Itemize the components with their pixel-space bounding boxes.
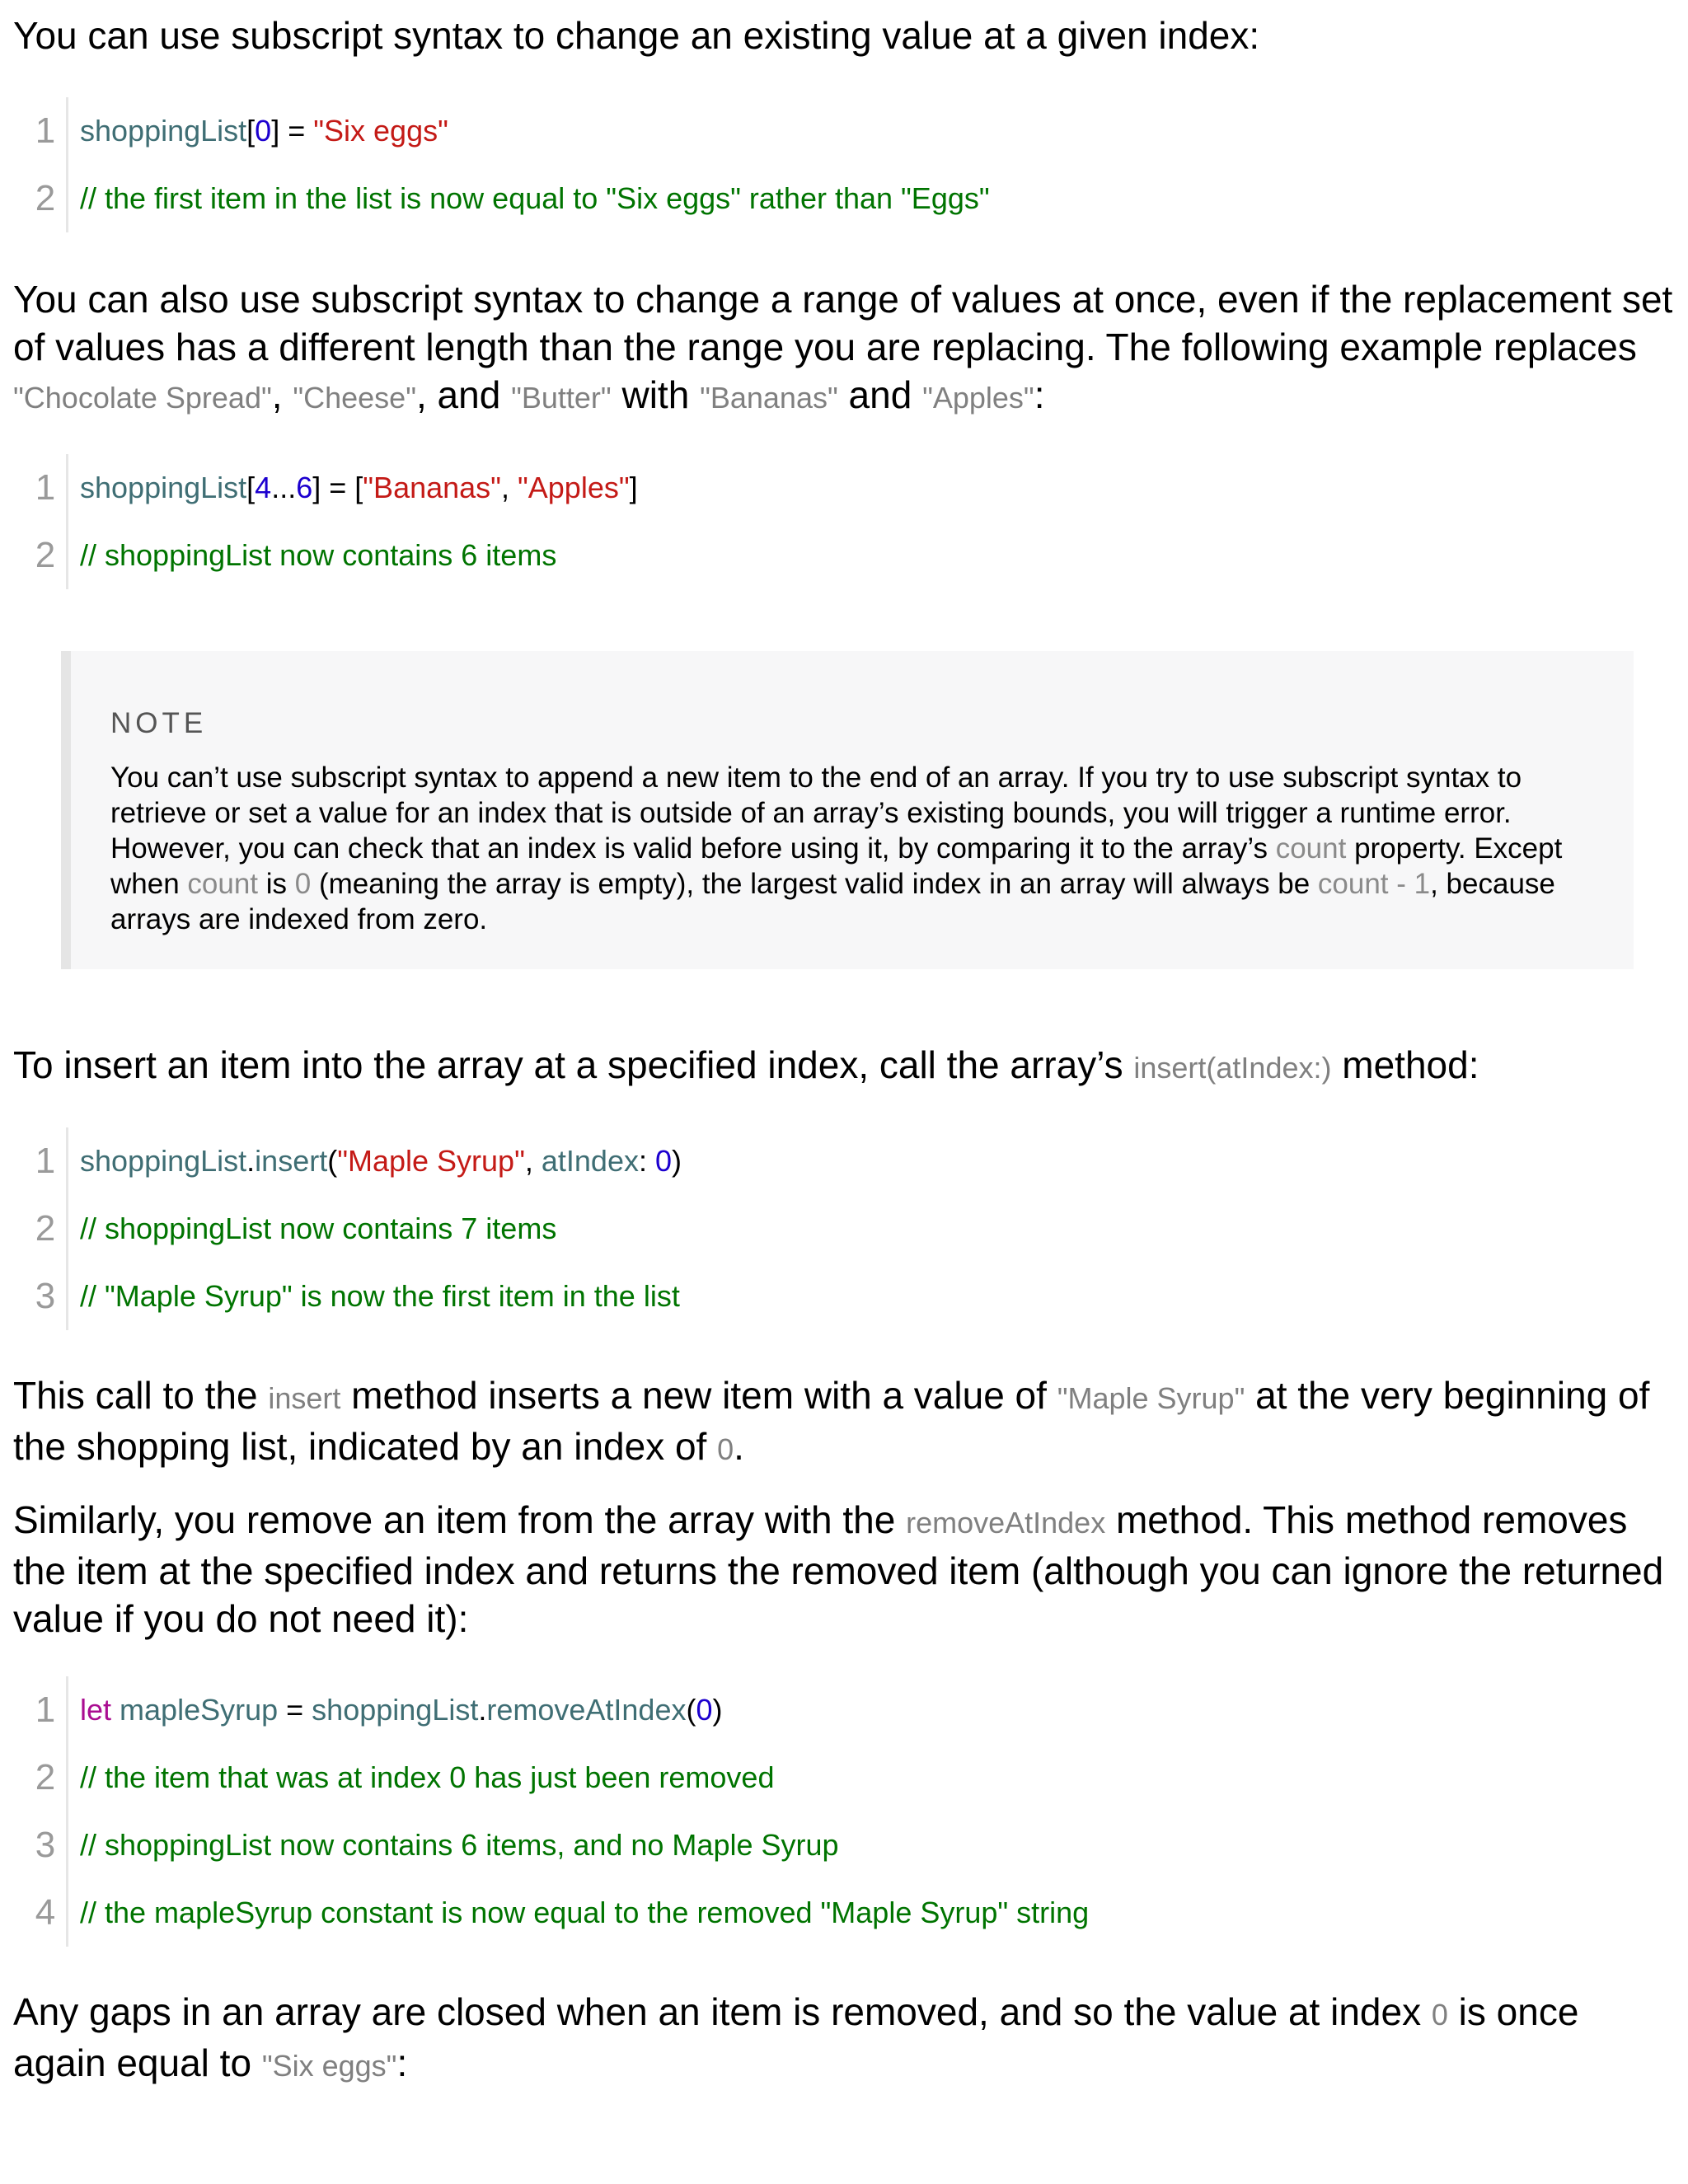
code-line (33, 522, 1665, 589)
inline-code: "Maple Syrup" (1057, 1381, 1245, 1415)
line-number: 1 (33, 1676, 68, 1744)
code-identifier: insert (255, 1144, 328, 1178)
code-keyword: let (80, 1693, 112, 1727)
code-line (33, 1811, 1665, 1879)
code-comment: // the first item in the list is now equal to "Six eggs" rather than "Eggs" (80, 181, 990, 215)
code-punctuation: ] = [ (312, 471, 363, 504)
line-number: 2 (33, 165, 68, 232)
code-punctuation: , (500, 471, 518, 504)
paragraph-text: Similarly, you remove an item from the array with the (13, 1498, 907, 1541)
code-punctuation: ] = (271, 114, 314, 148)
code-identifier: removeAtIndex (486, 1693, 687, 1727)
line-number: 2 (33, 1744, 68, 1811)
paragraph-insert-explanation (13, 1371, 1678, 1474)
inline-code: "Six eggs" (261, 2049, 397, 2083)
inline-code: insert(atIndex:) (1133, 1051, 1332, 1085)
code-punctuation: [ (246, 114, 256, 148)
paragraph-text: . (734, 1425, 744, 1468)
code-comment: // shoppingList now contains 6 items (80, 538, 557, 572)
code-identifier: shoppingList (312, 1693, 479, 1727)
inline-code: count - 1 (1317, 868, 1431, 900)
line-number: 1 (33, 454, 68, 522)
code-line (33, 1879, 1665, 1947)
line-number: 3 (33, 1263, 68, 1330)
note-text: You can’t use subscript syntax to append a new item to the end of an array. If you try to use subscript syntax to retrieve or set a value for an index that is outside of an array’s existing bounds, you will trigger a runtime error. However, you can check that an index is valid before using it, by comparing it to the array’s (110, 762, 1522, 865)
inline-code: "Butter" (511, 381, 612, 415)
code-source (68, 181, 990, 216)
code-line (33, 1263, 1665, 1330)
paragraph-subscript-range (13, 275, 1678, 422)
paragraph-text: : (396, 2041, 408, 2084)
paragraph-remove (13, 1496, 1678, 1643)
code-string: "Maple Syrup" (337, 1144, 525, 1178)
note-text: property. Except when (110, 832, 1563, 900)
code-line (33, 165, 1665, 232)
note-text: (meaning the array is empty), the largest valid index in an array will always be (311, 868, 1318, 900)
inline-code: "Apples" (922, 381, 1034, 415)
paragraph-text: , (271, 373, 293, 416)
paragraph-text: : (1034, 373, 1045, 416)
code-source (68, 1279, 680, 1314)
inline-code: "Bananas" (700, 381, 838, 415)
code-number: 6 (296, 471, 313, 504)
paragraph-text: method. This method removes the item at the specified index and returns the removed item (although you can ignore the returned value if you do not need it): (13, 1498, 1664, 1640)
code-punctuation: = (278, 1693, 312, 1727)
code-identifier: shoppingList (80, 1144, 247, 1178)
line-number: 2 (33, 1195, 68, 1263)
note-text: , because arrays are indexed from zero. (110, 868, 1555, 935)
code-comment: // the mapleSyrup constant is now equal to the removed "Maple Syrup" string (80, 1896, 1090, 1929)
code-punctuation: ( (686, 1693, 696, 1727)
code-identifier: atIndex (541, 1144, 639, 1178)
paragraph-text: To insert an item into the array at a specified index, call the array’s (13, 1043, 1134, 1086)
code-line (33, 1676, 1665, 1744)
code-punctuation: , (524, 1144, 542, 1178)
paragraph-insert (13, 1041, 1678, 1092)
code-comment: // the item that was at index 0 has just been removed (80, 1760, 775, 1794)
code-number: 0 (654, 1144, 673, 1178)
code-string: "Six eggs" (313, 114, 448, 148)
code-source (68, 1212, 556, 1246)
inline-code: removeAtIndex (906, 1506, 1106, 1540)
inline-code: 0 (717, 1432, 734, 1466)
code-punctuation: . (478, 1693, 487, 1727)
code-punctuation: ( (327, 1144, 338, 1178)
inline-code: "Chocolate Spread" (13, 381, 272, 415)
code-identifier: shoppingList (80, 471, 247, 504)
paragraph-text: with (611, 373, 701, 416)
line-number: 2 (33, 522, 68, 589)
code-line (33, 1744, 1665, 1811)
code-line (33, 454, 1665, 522)
paragraph-text: at the very beginning of the shopping list, indicated by an index of (13, 1374, 1650, 1468)
paragraph-text: You can also use subscript syntax to change a range of values at once, even if the replacement set of values has a different length than the range you are replacing. The following example replaces (13, 278, 1673, 368)
code-punctuation (111, 1693, 120, 1727)
code-punctuation: ) (672, 1144, 682, 1178)
inline-code: 0 (1431, 1998, 1448, 2032)
code-line (33, 97, 1665, 165)
code-punctuation: . (246, 1144, 256, 1178)
inline-code: count (187, 868, 259, 900)
paragraph-text: is once again equal to (13, 1990, 1579, 2084)
code-number: 0 (255, 114, 272, 148)
code-source (68, 1144, 682, 1179)
code-comment: // shoppingList now contains 7 items (80, 1212, 557, 1245)
code-comment: // "Maple Syrup" is now the first item in the list (80, 1279, 680, 1313)
note-body (110, 760, 1611, 937)
paragraph-gaps (13, 1988, 1678, 2090)
code-punctuation: ... (271, 471, 297, 504)
code-source (68, 471, 638, 505)
code-line (33, 1127, 1665, 1195)
code-source (68, 538, 556, 573)
code-source (68, 114, 448, 148)
code-number: 4 (255, 471, 272, 504)
inline-code: count (1275, 832, 1347, 865)
code-source (68, 1693, 723, 1727)
code-string: "Apples" (517, 471, 630, 504)
line-number: 4 (33, 1879, 68, 1947)
line-number: 3 (33, 1811, 68, 1879)
paragraph-text: and (837, 373, 923, 416)
code-source (68, 1828, 839, 1863)
code-identifier: shoppingList (80, 114, 247, 148)
code-block-3 (33, 1127, 1665, 1330)
paragraph-text: Any gaps in an array are closed when an item is removed, and so the value at index (13, 1990, 1432, 2033)
code-string: "Bananas" (363, 471, 501, 504)
inline-code: "Cheese" (293, 381, 416, 415)
paragraph-text: method: (1331, 1043, 1479, 1086)
paragraph-text: method inserts a new item with a value of (340, 1374, 1057, 1417)
line-number: 1 (33, 97, 68, 165)
note-title: NOTE (110, 707, 208, 739)
code-block-1 (33, 97, 1665, 232)
code-identifier: mapleSyrup (120, 1693, 279, 1727)
code-line (33, 1195, 1665, 1263)
paragraph-text: You can use subscript syntax to change an existing value at a given index: (13, 14, 1260, 57)
note-box (61, 651, 1634, 969)
note-text: is (258, 868, 295, 900)
code-punctuation: ] (629, 471, 638, 504)
code-block-2 (33, 454, 1665, 589)
code-punctuation: : (638, 1144, 655, 1178)
code-punctuation: [ (246, 471, 256, 504)
code-comment: // shoppingList now contains 6 items, and no Maple Syrup (80, 1828, 839, 1862)
paragraph-text: , and (415, 373, 512, 416)
inline-code: insert (268, 1381, 341, 1415)
code-punctuation: ) (712, 1693, 723, 1727)
line-number: 1 (33, 1127, 68, 1195)
code-source (68, 1760, 774, 1795)
code-block-4 (33, 1676, 1665, 1947)
paragraph-text: This call to the (13, 1374, 269, 1417)
code-number: 0 (696, 1693, 713, 1727)
code-source (68, 1896, 1089, 1930)
inline-code: 0 (294, 868, 312, 900)
paragraph-subscript-change (13, 12, 1678, 59)
